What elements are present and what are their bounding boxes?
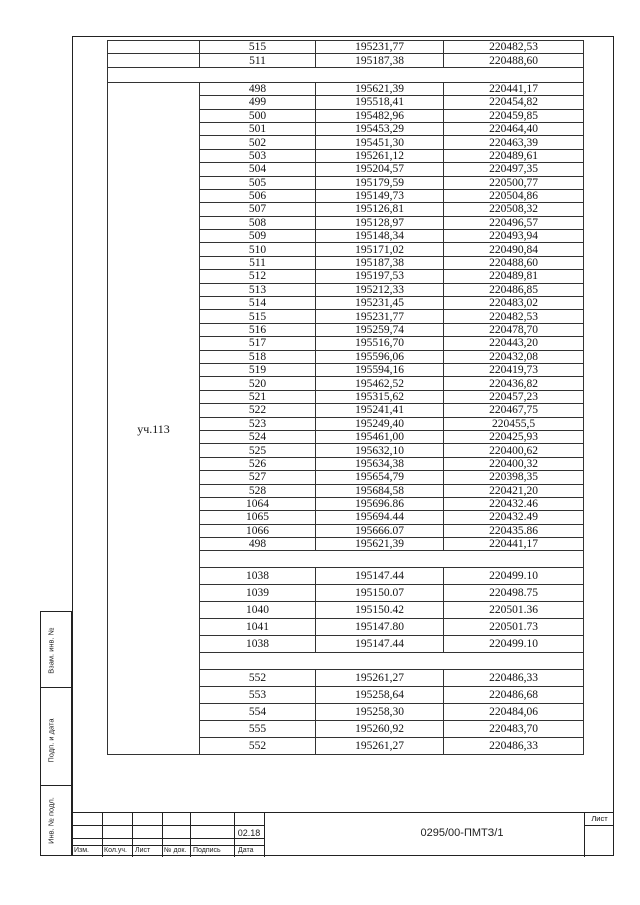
cell-x: 195149,73 (316, 189, 444, 202)
section-label: уч.113 (108, 82, 200, 755)
cell-point: 1038 (200, 636, 316, 653)
cell-y: 220464,40 (444, 122, 584, 135)
cell-x: 195249,40 (316, 417, 444, 430)
cell-x: 195148,34 (316, 230, 444, 243)
cell-y: 220486,68 (444, 687, 584, 704)
table-row (108, 41, 584, 54)
cell-y: 220496,57 (444, 216, 584, 229)
cell-point: 509 (200, 230, 316, 243)
revision-col-label: Кол.уч. (104, 847, 127, 854)
revision-date: 02.18 (237, 828, 261, 838)
cell-x: 195197,53 (316, 270, 444, 283)
cell-point: 555 (200, 721, 316, 738)
cell-y: 220488,60 (444, 54, 584, 67)
cell-x: 195231,77 (316, 310, 444, 323)
cell-x: 195684,58 (316, 484, 444, 497)
cell-point: 1065 (200, 511, 316, 524)
cell-x: 195461,00 (316, 430, 444, 443)
cell-y: 220504,86 (444, 189, 584, 202)
cell-point: 517 (200, 337, 316, 350)
cell-point: 525 (200, 444, 316, 457)
cell-x: 195179,59 (316, 176, 444, 189)
sheet-label: Лист (585, 813, 614, 826)
cell-y: 220486,33 (444, 738, 584, 755)
cell-y: 220400,32 (444, 457, 584, 470)
cell-point: 553 (200, 687, 316, 704)
cell-x: 195261,12 (316, 149, 444, 162)
cell-x: 195259,74 (316, 323, 444, 336)
cell-y: 220490,84 (444, 243, 584, 256)
side-stamp-podp: Подп. и дата (46, 718, 56, 763)
side-stamp-vzam: Взам. инв. № (46, 627, 56, 674)
cell-x: 195451,30 (316, 136, 444, 149)
cell-point: 528 (200, 484, 316, 497)
cell-point: 552 (200, 738, 316, 755)
cell-point: 520 (200, 377, 316, 390)
cell-point: 502 (200, 136, 316, 149)
cell-point: 500 (200, 109, 316, 122)
cell-point: 527 (200, 471, 316, 484)
cell-y: 220459,85 (444, 109, 584, 122)
cell-point: 505 (200, 176, 316, 189)
cell-y: 220463,39 (444, 136, 584, 149)
revision-col-label: Изм. (74, 847, 89, 854)
cell-x: 195260,92 (316, 721, 444, 738)
cell-point: 1039 (200, 585, 316, 602)
cell-x: 195453,29 (316, 122, 444, 135)
cell-y: 220425,93 (444, 430, 584, 443)
cell-y: 220455,5 (444, 417, 584, 430)
cell-x: 195621,39 (316, 82, 444, 95)
cell-point: 515 (200, 41, 316, 54)
cell-point: 498 (200, 82, 316, 95)
cell-y: 220489,61 (444, 149, 584, 162)
cell-x: 195261,27 (316, 670, 444, 687)
cell-x: 195187,38 (316, 256, 444, 269)
cell-y: 220436,82 (444, 377, 584, 390)
cell-x: 195204,57 (316, 163, 444, 176)
cell-y: 220483,70 (444, 721, 584, 738)
cell-y: 220508,32 (444, 203, 584, 216)
cell-point: 1066 (200, 524, 316, 537)
cell-x: 195147.80 (316, 619, 444, 636)
sheet-box (584, 813, 614, 857)
table-row (108, 54, 584, 67)
cell-point: 526 (200, 457, 316, 470)
cell-y: 220421,20 (444, 484, 584, 497)
title-block (72, 812, 614, 856)
cell-point: 504 (200, 163, 316, 176)
cell-y: 220501.73 (444, 619, 584, 636)
cell-x: 195666.07 (316, 524, 444, 537)
cell-point: 524 (200, 430, 316, 443)
cell-y: 220493,94 (444, 230, 584, 243)
spacer-row (108, 67, 584, 82)
cell-y: 220478,70 (444, 323, 584, 336)
cell-x: 195654,79 (316, 471, 444, 484)
cell-x: 195518,41 (316, 96, 444, 109)
cell-point: 498 (200, 538, 316, 551)
cell-y: 220482,53 (444, 41, 584, 54)
cell-y: 220484,06 (444, 704, 584, 721)
table-row (108, 82, 584, 95)
revision-col-label: № док. (164, 847, 187, 854)
cell-y: 220501.36 (444, 602, 584, 619)
cell-point: 516 (200, 323, 316, 336)
cell-y: 220454,82 (444, 96, 584, 109)
cell-x: 195187,38 (316, 54, 444, 67)
cell-y: 220398,35 (444, 471, 584, 484)
cell-x: 195212,33 (316, 283, 444, 296)
cell-point: 513 (200, 283, 316, 296)
document-code: 0295/00-ПМТЗ/1 (420, 827, 504, 839)
cell-x: 195694.44 (316, 511, 444, 524)
cell-y: 220500,77 (444, 176, 584, 189)
cell-point: 501 (200, 122, 316, 135)
cell-point: 1064 (200, 497, 316, 510)
cell-y: 220435.86 (444, 524, 584, 537)
cell-point: 499 (200, 96, 316, 109)
cell-y: 220441,17 (444, 538, 584, 551)
coordinates-table (107, 40, 584, 755)
revision-col-label: Лист (135, 847, 151, 854)
cell-y: 220441,17 (444, 82, 584, 95)
cell-x: 195621,39 (316, 538, 444, 551)
cell-x: 195147.44 (316, 636, 444, 653)
cell-x: 195231,77 (316, 41, 444, 54)
cell-point: 552 (200, 670, 316, 687)
revision-grid (72, 813, 264, 857)
cell-y: 220488,60 (444, 256, 584, 269)
cell-point: 506 (200, 189, 316, 202)
cell-point: 521 (200, 390, 316, 403)
revision-col-label: Дата (238, 847, 254, 854)
cell-y: 220432,08 (444, 350, 584, 363)
cell-point: 507 (200, 203, 316, 216)
cell-x: 195516,70 (316, 337, 444, 350)
cell-x: 195315,62 (316, 390, 444, 403)
cell-x: 195258,30 (316, 704, 444, 721)
cell-y: 220489,81 (444, 270, 584, 283)
cell-x: 195258,64 (316, 687, 444, 704)
cell-y: 220499.10 (444, 568, 584, 585)
cell-y: 220486,85 (444, 283, 584, 296)
cell-x: 195241,41 (316, 404, 444, 417)
cell-x: 195261,27 (316, 738, 444, 755)
cell-y: 220457,23 (444, 390, 584, 403)
cell-point: 519 (200, 363, 316, 376)
cell-x: 195462,52 (316, 377, 444, 390)
side-stamp-inv: Инв. № подл. (46, 797, 56, 844)
cell-point: 503 (200, 149, 316, 162)
cell-x: 195128,97 (316, 216, 444, 229)
cell-point: 522 (200, 404, 316, 417)
cell-point: 508 (200, 216, 316, 229)
cell-x: 195632,10 (316, 444, 444, 457)
cell-y: 220432.49 (444, 511, 584, 524)
cell-x: 195596,06 (316, 350, 444, 363)
side-stamp (40, 611, 72, 856)
cell-point: 523 (200, 417, 316, 430)
cell-x: 195147.44 (316, 568, 444, 585)
cell-y: 220419,73 (444, 363, 584, 376)
cell-x: 195594,16 (316, 363, 444, 376)
cell-point: 514 (200, 297, 316, 310)
cell-y: 220483,02 (444, 297, 584, 310)
cell-point: 1040 (200, 602, 316, 619)
cell-x: 195171,02 (316, 243, 444, 256)
cell-point: 1041 (200, 619, 316, 636)
cell-point: 1038 (200, 568, 316, 585)
cell-y: 220497,35 (444, 163, 584, 176)
cell-x: 195482,96 (316, 109, 444, 122)
cell-y: 220482,53 (444, 310, 584, 323)
cell-point: 511 (200, 54, 316, 67)
cell-y: 220486,33 (444, 670, 584, 687)
cell-point: 554 (200, 704, 316, 721)
cell-point: 511 (200, 256, 316, 269)
cell-y: 220499.10 (444, 636, 584, 653)
cell-point: 518 (200, 350, 316, 363)
cell-x: 195634,38 (316, 457, 444, 470)
cell-y: 220443,20 (444, 337, 584, 350)
cell-y: 220432.46 (444, 497, 584, 510)
cell-x: 195150.42 (316, 602, 444, 619)
cell-x: 195126,81 (316, 203, 444, 216)
cell-y: 220400,62 (444, 444, 584, 457)
cell-y: 220498.75 (444, 585, 584, 602)
cell-point: 510 (200, 243, 316, 256)
cell-point: 515 (200, 310, 316, 323)
cell-point: 512 (200, 270, 316, 283)
cell-x: 195231,45 (316, 297, 444, 310)
cell-x: 195150.07 (316, 585, 444, 602)
revision-col-label: Подпись (193, 847, 221, 854)
cell-y: 220467,75 (444, 404, 584, 417)
cell-x: 195696.86 (316, 497, 444, 510)
